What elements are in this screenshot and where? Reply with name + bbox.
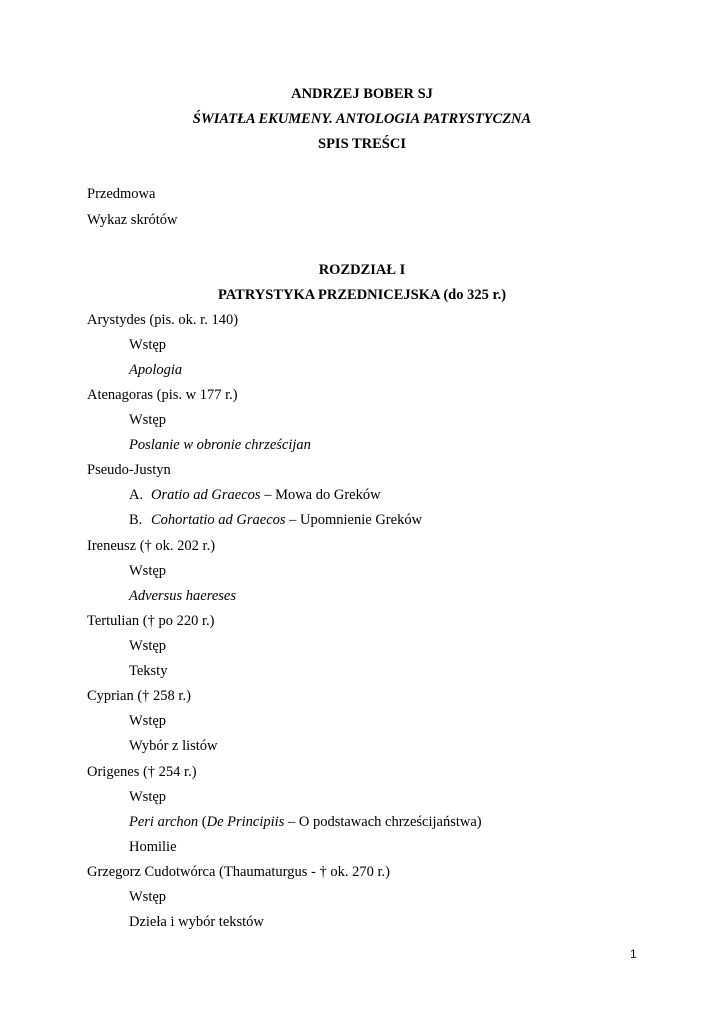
chapter-title: PATRYSTYKA PRZEDNICEJSKA (do 325 r.) [217, 287, 507, 303]
toc-homilie: Homilie [129, 839, 177, 855]
oratio-title: Oratio ad Graecos [151, 487, 261, 503]
page-number: 1 [630, 947, 637, 961]
toc-dziela: Dzieła i wybór tekstów [129, 914, 264, 930]
toc-grzegorz: Grzegorz Cudotwórca (Thaumaturgus - † ok. 270 r.) [87, 864, 390, 880]
toc-atenagoras-intro: Wstęp [129, 412, 167, 428]
de-principiis-title: De Principiis [206, 814, 285, 830]
toc-abbreviations: Wykaz skrótów [87, 212, 178, 228]
toc-preface: Przedmowa [87, 186, 156, 202]
toc-teksty: Teksty [129, 663, 168, 679]
header-contents: SPIS TREŚCI [318, 136, 406, 152]
chapter-label: ROZDZIAŁ I [318, 262, 406, 278]
cohortatio-translation: – Upomnienie Greków [285, 512, 423, 528]
toc-apologia: Apologia [129, 362, 183, 378]
oratio-translation: – Mowa do Greków [260, 487, 381, 503]
peri-archon-title: Peri archon [129, 814, 199, 830]
toc-item-a [129, 487, 381, 504]
toc-origenes-intro: Wstęp [129, 789, 167, 805]
toc-grzegorz-intro: Wstęp [129, 889, 167, 905]
peri-archon-translation: – O podstawach chrześcijaństwa) [284, 814, 482, 830]
toc-cyprian: Cyprian († 258 r.) [87, 688, 191, 704]
toc-ireneusz-intro: Wstęp [129, 563, 167, 579]
toc-poslanie: Poslanie w obronie chrześcijan [129, 437, 311, 453]
toc-listy: Wybór z listów [129, 738, 218, 754]
list-marker-b: B. [129, 512, 143, 528]
toc-origenes: Origenes († 254 r.) [87, 764, 197, 780]
toc-peri-archon [129, 814, 482, 831]
cohortatio-title: Cohortatio ad Graecos [151, 512, 286, 528]
list-marker-a: A. [129, 487, 144, 503]
toc-atenagoras: Atenagoras (pis. w 177 r.) [87, 387, 238, 403]
toc-adversus: Adversus haereses [129, 588, 236, 604]
toc-arystydes: Arystydes (pis. ok. r. 140) [87, 312, 239, 328]
header-title: ŚWIATŁA EKUMENY. ANTOLOGIA PATRYSTYCZNA [192, 111, 532, 127]
toc-ireneusz: Ireneusz († ok. 202 r.) [87, 538, 216, 554]
toc-pseudo-justyn: Pseudo-Justyn [87, 462, 171, 478]
toc-tertulian-intro: Wstęp [129, 638, 167, 654]
toc-cyprian-intro: Wstęp [129, 713, 167, 729]
toc-item-b [129, 512, 422, 529]
peri-open-paren: ( [198, 814, 207, 830]
toc-tertulian: Tertulian († po 220 r.) [87, 613, 215, 629]
toc-arystydes-intro: Wstęp [129, 337, 167, 353]
header-author: ANDRZEJ BOBER SJ [291, 86, 433, 102]
